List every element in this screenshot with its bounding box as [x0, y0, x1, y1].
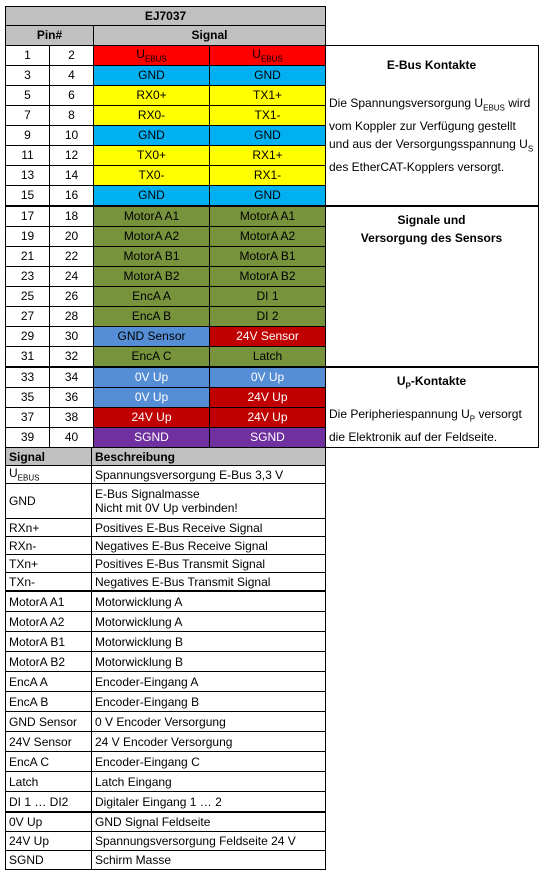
- desc-signal-header: Signal: [6, 448, 92, 466]
- signal-cell: MotorA B2: [210, 266, 326, 286]
- desc-signal: RXn+: [6, 519, 92, 537]
- pin-number: 36: [50, 387, 94, 407]
- pin-number: 19: [6, 226, 50, 246]
- desc-text: Negatives E-Bus Receive Signal: [92, 537, 326, 555]
- desc-signal: $U_{EBUS}$: [6, 466, 92, 484]
- signal-cell: TX1+: [210, 85, 326, 105]
- desc-row: [6, 832, 326, 851]
- pin-number: 11: [6, 145, 50, 165]
- signal-cell: DI 2: [210, 306, 326, 326]
- pin-number: 37: [6, 407, 50, 427]
- pin-number: 38: [50, 407, 94, 427]
- signal-cell: TX0-: [94, 165, 210, 185]
- pin-number: 30: [50, 326, 94, 346]
- desc-row: [6, 519, 326, 537]
- signal-cell: 0V Up: [210, 367, 326, 388]
- signal-cell: EncA A: [94, 286, 210, 306]
- desc-text: Motorwicklung A: [92, 591, 326, 612]
- desc-signal: Latch: [6, 772, 92, 792]
- desc-header-row: [6, 448, 326, 466]
- signal-cell: TX0+: [94, 145, 210, 165]
- pin-number: 29: [6, 326, 50, 346]
- desc-row: [6, 792, 326, 813]
- ebus-contacts-text: Die Spannungsversorgung $U_{EBUS}$ wird vom Koppler zur Verfügung gestellt und aus der Versorgungsspannung $U_S$ des EtherCAT-Kopplers versorgt.: [329, 95, 534, 175]
- desc-signal: MotorA A2: [6, 612, 92, 632]
- pin-number: 40: [50, 427, 94, 447]
- signal-cell: MotorA B1: [94, 246, 210, 266]
- desc-text: Positives E-Bus Transmit Signal: [92, 555, 326, 573]
- signal-cell: MotorA A2: [94, 226, 210, 246]
- desc-text: Encoder-Eingang A: [92, 672, 326, 692]
- desc-row: [6, 672, 326, 692]
- signal-cell: GND Sensor: [94, 326, 210, 346]
- signal-cell: MotorA A1: [210, 206, 326, 227]
- pin-assignment-table: [5, 6, 539, 448]
- pin-number: 20: [50, 226, 94, 246]
- pin-number: 9: [6, 125, 50, 145]
- desc-signal: GND Sensor: [6, 712, 92, 732]
- desc-text: Digitaler Eingang 1 … 2: [92, 792, 326, 813]
- pin-row: [6, 206, 539, 227]
- signal-cell: GND: [210, 125, 326, 145]
- signal-cell: MotorA B1: [210, 246, 326, 266]
- signal-cell: RX1-: [210, 165, 326, 185]
- desc-row: [6, 632, 326, 652]
- desc-text: 0 V Encoder Versorgung: [92, 712, 326, 732]
- signal-cell: 0V Up: [94, 367, 210, 388]
- signal-cell: RX0+: [94, 85, 210, 105]
- desc-signal: TXn-: [6, 573, 92, 592]
- desc-row: [6, 484, 326, 519]
- signal-cell: 24V Up: [210, 387, 326, 407]
- desc-row: [6, 537, 326, 555]
- pin-number: 1: [6, 45, 50, 65]
- desc-signal: MotorA B2: [6, 652, 92, 672]
- signal-cell: RX1+: [210, 145, 326, 165]
- pin-number: 3: [6, 65, 50, 85]
- signal-cell: MotorA A2: [210, 226, 326, 246]
- desc-text: Latch Eingang: [92, 772, 326, 792]
- desc-text: Motorwicklung A: [92, 612, 326, 632]
- pin-table-title-row: [6, 7, 539, 26]
- pin-number: 23: [6, 266, 50, 286]
- pin-number: 8: [50, 105, 94, 125]
- desc-row: [6, 652, 326, 672]
- signal-cell: MotorA B2: [94, 266, 210, 286]
- desc-signal: DI 1 … DI2: [6, 792, 92, 813]
- signal-description-table: [5, 447, 326, 870]
- desc-description-header: Beschreibung: [92, 448, 326, 466]
- desc-text: Encoder-Eingang C: [92, 752, 326, 772]
- signal-cell: GND: [94, 65, 210, 85]
- desc-signal: SGND: [6, 851, 92, 870]
- desc-signal: GND: [6, 484, 92, 519]
- sensor-signals-title-line2: Versorgung des Sensors: [360, 230, 503, 245]
- pin-number: 6: [50, 85, 94, 105]
- signal-cell: MotorA A1: [94, 206, 210, 227]
- desc-signal: TXn+: [6, 555, 92, 573]
- pin-number: 32: [50, 346, 94, 367]
- pin-number: 26: [50, 286, 94, 306]
- pin-number: 34: [50, 367, 94, 388]
- desc-text: GND Signal Feldseite: [92, 812, 326, 832]
- desc-text: E-Bus Signalmasse Nicht mit 0V Up verbinden!: [92, 484, 326, 519]
- up-contacts-text: Die Peripheriespannung $U_P$ versorgt die Elektronik auf der Feldseite.: [329, 406, 522, 445]
- desc-row: [6, 812, 326, 832]
- desc-text: Positives E-Bus Receive Signal: [92, 519, 326, 537]
- pin-number: 13: [6, 165, 50, 185]
- sensor-signals-title-line1: Signale und: [397, 212, 466, 227]
- desc-row: [6, 772, 326, 792]
- signal-cell: TX1-: [210, 105, 326, 125]
- ebus-contacts-info: [326, 45, 539, 206]
- desc-text: Negatives E-Bus Transmit Signal: [92, 573, 326, 592]
- signal-cell: 24V Sensor: [210, 326, 326, 346]
- desc-signal: MotorA B1: [6, 632, 92, 652]
- pin-number: 10: [50, 125, 94, 145]
- pin-number: 7: [6, 105, 50, 125]
- desc-text: Encoder-Eingang B: [92, 692, 326, 712]
- desc-row: [6, 573, 326, 592]
- pin-number: 22: [50, 246, 94, 266]
- signal-cell: DI 1: [210, 286, 326, 306]
- sensor-signals-info: [326, 206, 539, 367]
- pin-number: 12: [50, 145, 94, 165]
- signal-cell: GND: [210, 65, 326, 85]
- pin-number: 39: [6, 427, 50, 447]
- desc-row: [6, 851, 326, 870]
- desc-text: Schirm Masse: [92, 851, 326, 870]
- desc-signal: EncA B: [6, 692, 92, 712]
- ebus-contacts-title: E-Bus Kontakte: [386, 57, 477, 72]
- desc-row: [6, 466, 326, 484]
- signal-cell: GND: [94, 125, 210, 145]
- desc-row: [6, 612, 326, 632]
- pin-number: 27: [6, 306, 50, 326]
- signal-cell: 24V Up: [94, 407, 210, 427]
- desc-row: [6, 712, 326, 732]
- pin-number: 33: [6, 367, 50, 388]
- pin-number: 15: [6, 185, 50, 206]
- up-contacts-title: $U_P$-Kontakte: [396, 373, 467, 390]
- desc-text: Spannungsversorgung Feldseite 24 V: [92, 832, 326, 851]
- desc-row: [6, 732, 326, 752]
- desc-signal: 0V Up: [6, 812, 92, 832]
- pin-number: 5: [6, 85, 50, 105]
- desc-signal: EncA A: [6, 672, 92, 692]
- pin-number: 21: [6, 246, 50, 266]
- desc-signal: EncA C: [6, 752, 92, 772]
- desc-row: [6, 591, 326, 612]
- pin-number: 25: [6, 286, 50, 306]
- signal-cell: EncA B: [94, 306, 210, 326]
- pin-number: 28: [50, 306, 94, 326]
- pin-table-header-row: [6, 26, 539, 46]
- pin-table-title: EJ7037: [6, 7, 326, 26]
- desc-row: [6, 555, 326, 573]
- signal-cell: Latch: [210, 346, 326, 367]
- pin-column-header: Pin#: [6, 26, 94, 46]
- signal-cell: $U_{EBUS}$: [94, 45, 210, 65]
- desc-signal: 24V Up: [6, 832, 92, 851]
- desc-text: Motorwicklung B: [92, 652, 326, 672]
- desc-text: 24 V Encoder Versorgung: [92, 732, 326, 752]
- pin-row: [6, 367, 539, 388]
- signal-cell: SGND: [210, 427, 326, 447]
- desc-signal: 24V Sensor: [6, 732, 92, 752]
- pin-number: 18: [50, 206, 94, 227]
- pin-number: 2: [50, 45, 94, 65]
- signal-cell: RX0-: [94, 105, 210, 125]
- signal-column-header: Signal: [94, 26, 326, 46]
- pin-number: 31: [6, 346, 50, 367]
- signal-cell: 24V Up: [210, 407, 326, 427]
- signal-cell: GND: [94, 185, 210, 206]
- desc-signal: RXn-: [6, 537, 92, 555]
- desc-text: Motorwicklung B: [92, 632, 326, 652]
- signal-cell: GND: [210, 185, 326, 206]
- pin-number: 17: [6, 206, 50, 227]
- desc-signal: MotorA A1: [6, 591, 92, 612]
- pin-number: 35: [6, 387, 50, 407]
- signal-cell: SGND: [94, 427, 210, 447]
- pin-number: 14: [50, 165, 94, 185]
- signal-cell: $U_{EBUS}$: [210, 45, 326, 65]
- signal-cell: 0V Up: [94, 387, 210, 407]
- up-contacts-info: [326, 367, 539, 448]
- desc-row: [6, 692, 326, 712]
- signal-cell: EncA C: [94, 346, 210, 367]
- desc-row: [6, 752, 326, 772]
- pin-number: 4: [50, 65, 94, 85]
- pin-number: 16: [50, 185, 94, 206]
- pin-number: 24: [50, 266, 94, 286]
- pin-row: [6, 45, 539, 65]
- desc-text: Spannungsversorgung E-Bus 3,3 V: [92, 466, 326, 484]
